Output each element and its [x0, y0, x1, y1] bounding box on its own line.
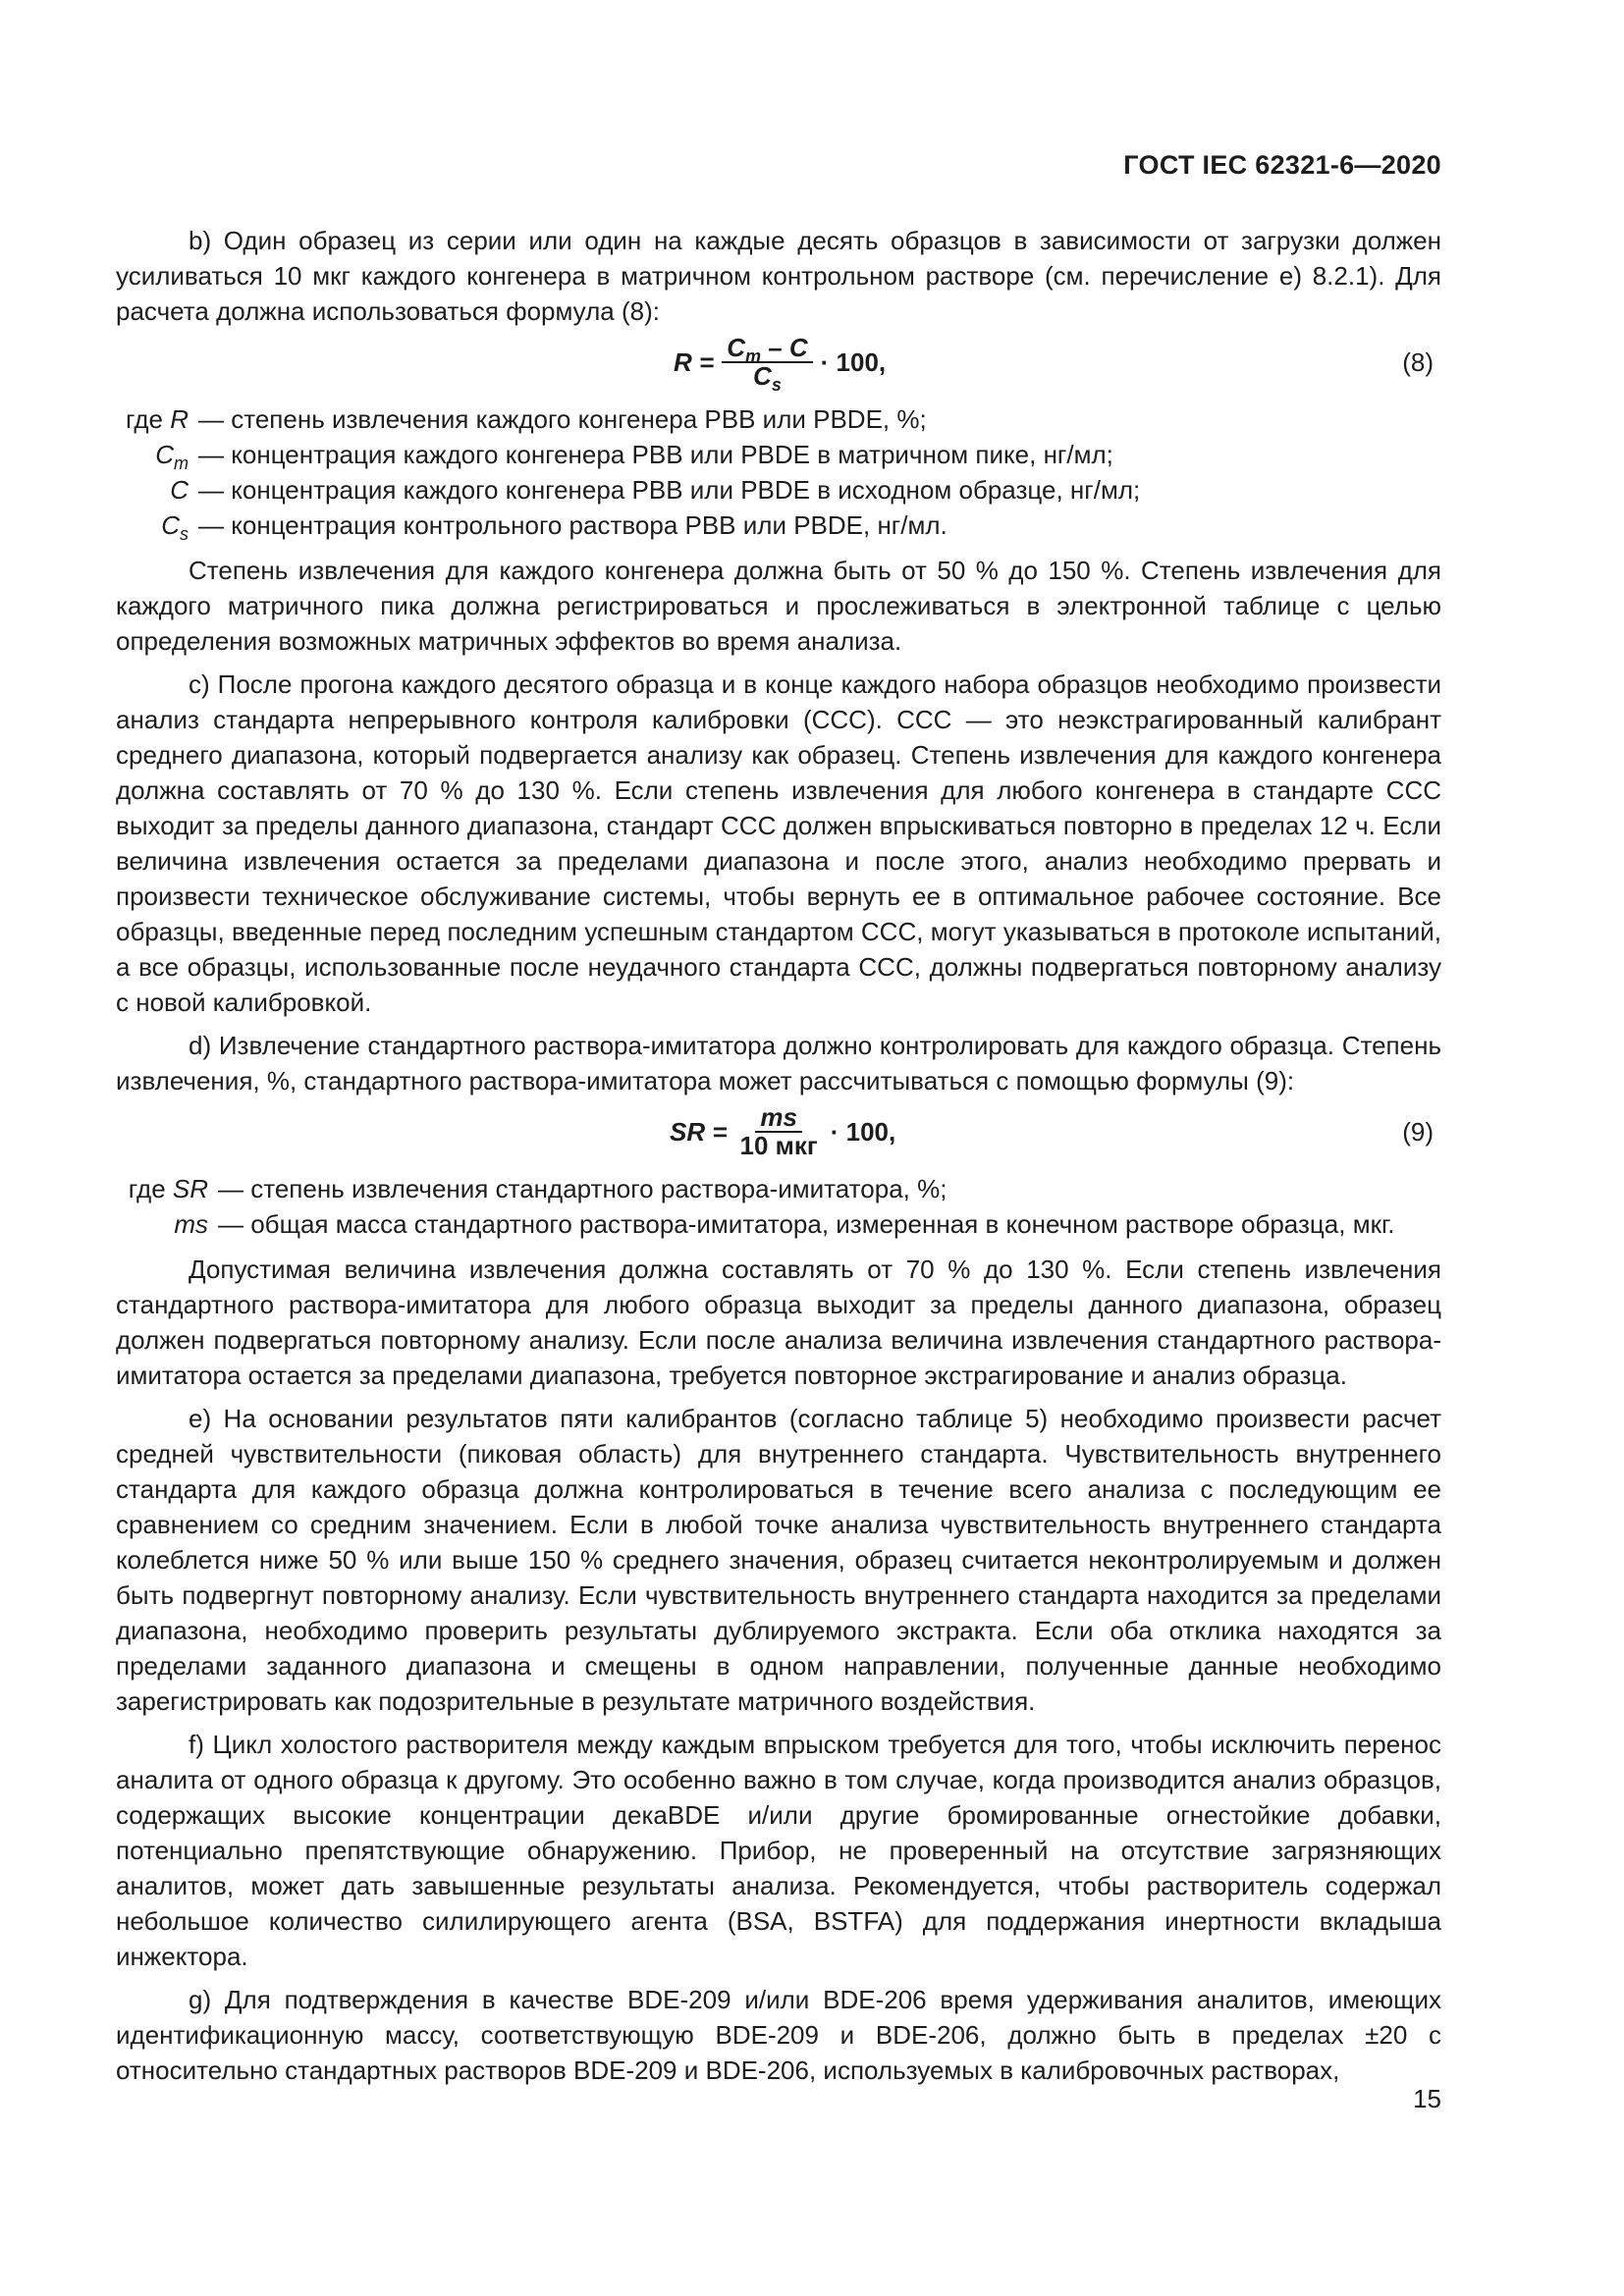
- paragraph-g: g) Для подтверждения в качестве BDE-209 и/или BDE-206 время удерживания аналитов, имеющих идентификационную массу, соответствующую BDE-209 и BDE-206, должно быть в пределах ±20 с относительно стандартных растворов BDE-209 и BDE-206, используемых в калибровочных растворах,: [116, 1985, 1441, 2085]
- paragraph-f: f) Цикл холостого растворителя между каждым впрыском требуется для того, чтобы исключить перенос аналита от одного образца к другому. Это особенно важно в том случае, когда производится анализ образцов, содержащих высокие концентрации декаBDE и/или другие бромированные огнестойкие добавки, потенциально препятствующие обнаружению. Прибор, не проверенный на отсутствие загрязняющих аналитов, может дать завышенные результаты анализа. Рекомендуется, чтобы растворитель содержал небольшое количество силилирующего агента (BSA, BSTFA) для поддержания инертности вкладыша инжектора.: [116, 1730, 1441, 1971]
- formula-8-expression: [674, 333, 887, 395]
- paragraph-d: d) Извлечение стандартного раствора-имитатора должно контролировать для каждого образца. Степень извлечения, %, стандартного раствора-имитатора может рассчитываться с помощью формулы (9):: [116, 1031, 1441, 1095]
- formula-8-number: (8): [1402, 347, 1434, 377]
- paragraph-c: с) После прогона каждого десятого образца и в конце каждого набора образцов необходимо произвести анализ стандарта непрерывного контроля калибровки (ССС). ССС — это неэкстрагированный калибрант среднего диапазона, который подвергается анализу как образец. Степень извлечения для каждого конгенера должна составлять от 70 % до 130 %. Если степень извлечения для любого конгенера в стандарте ССС выходит за пределы данного диапазона, стандарт ССС должен впрыскиваться повторно в пределах 12 ч. Если величина извлечения остается за пределами диапазона и после этого, анализ необходимо прервать и произвести техническое обслуживание системы, чтобы вернуть ее в оптимальное рабочее состояние. Все образцы, введенные перед последним успешным стандартом ССС, могут указываться в протоколе испытаний, а все образцы, использованные после неудачного стандарта ССС, должны подвергаться повторному анализу с новой калибровкой.: [116, 669, 1441, 1017]
- legend-row: ms — общая масса стандартного раствора-имитатора, измеренная в конечном растворе образца, мкг.: [174, 1209, 1395, 1239]
- formula-8-legend: [116, 401, 1441, 543]
- paragraph-allowable: Допустимая величина извлечения должна составлять от 70 % до 130 %. Если степень извлечения стандартного раствора-имитатора для любого образца выходит за пределы данного диапазона, образец должен подвергаться повторному анализу. Если после анализа величина извлечения стандартного раствора-имитатора остается за пределами диапазона, требуется повторное экстрагирование и анализ образца.: [116, 1255, 1441, 1390]
- formula-9-fraction: [735, 1104, 823, 1159]
- formula-9-denominator: 10 мкг: [739, 1131, 818, 1160]
- formula-9-number: (9): [1402, 1117, 1434, 1147]
- formula-8-tail: · 100,: [820, 347, 887, 377]
- formula-8-denominator: $C_s$: [753, 361, 782, 395]
- paragraph-b: b) Один образец из серии или один на каждые десять образцов в зависимости от загрузки должен усиливаться 10 мкг каждого конгенера в матричном контрольном растворе (см. перечисление е) 8.2.1). Для расчета должна использоваться формула (8):: [116, 226, 1441, 326]
- legend-row: где R — степень извлечения каждого конгенера PBB или PBDE, %;: [126, 404, 927, 434]
- formula-8-fraction: [722, 333, 812, 395]
- formula-8-lhs: R =: [674, 347, 715, 377]
- legend-row: C — концентрация каждого конгенера PBB или PBDE в исходном образце, нг/мл;: [170, 475, 1141, 505]
- formula-9-lhs: SR =: [670, 1117, 728, 1147]
- paragraph-e: е) На основании результатов пяти калибрантов (согласно таблице 5) необходимо произвести расчет средней чувствительности (пиковая область) для внутреннего стандарта. Чувствительность внутреннего стандарта для каждого образца должна контролироваться в течение всего анализа с последующим ее сравнением со средним значением. Если в любой точке анализа чувствительность внутреннего стандарта колеблется ниже 50 % или выше 150 % среднего значения, образец считается неконтролируемым и должен быть подвергнут повторному анализу. Если чувствительность внутреннего стандарта находится за пределами диапазона, необходимо проверить результаты дублируемого экстракта. Если оба отклика находятся за пределами заданного диапазона и смещены в одном направлении, полученные данные необходимо зарегистрировать как подозрительные в результате матричного воздействия.: [116, 1404, 1441, 1716]
- formula-9: [116, 1100, 1441, 1163]
- legend-row: $C_s$ — концентрация контрольного раствора PBB или PBDE, нг/мл.: [161, 510, 947, 544]
- formula-9-tail: · 100,: [830, 1117, 896, 1147]
- document-body: [116, 223, 1441, 2088]
- legend-row: $C_m$ — концентрация каждого конгенера PBB или PBDE в матричном пике, нг/мл;: [155, 440, 1113, 473]
- document-header: ГОСТ IEC 62321-6—2020: [1123, 150, 1441, 180]
- legend-row: где SR — степень извлечения стандартного раствора-имитатора, %;: [128, 1174, 947, 1203]
- formula-9-expression: [670, 1104, 895, 1159]
- formula-9-numerator: ms: [755, 1104, 802, 1133]
- formula-9-legend: [116, 1171, 1441, 1242]
- page-number: 15: [1413, 2084, 1441, 2113]
- formula-8: [116, 331, 1441, 394]
- paragraph-recovery: Степень извлечения для каждого конгенера должна быть от 50 % до 150 %. Степень извлечения для каждого матричного пика должна регистрироваться и прослеживаться в электронной таблице с целью определения возможных матричных эффектов во время анализа.: [116, 556, 1441, 656]
- formula-8-numerator: $C_m$ – C: [722, 335, 812, 363]
